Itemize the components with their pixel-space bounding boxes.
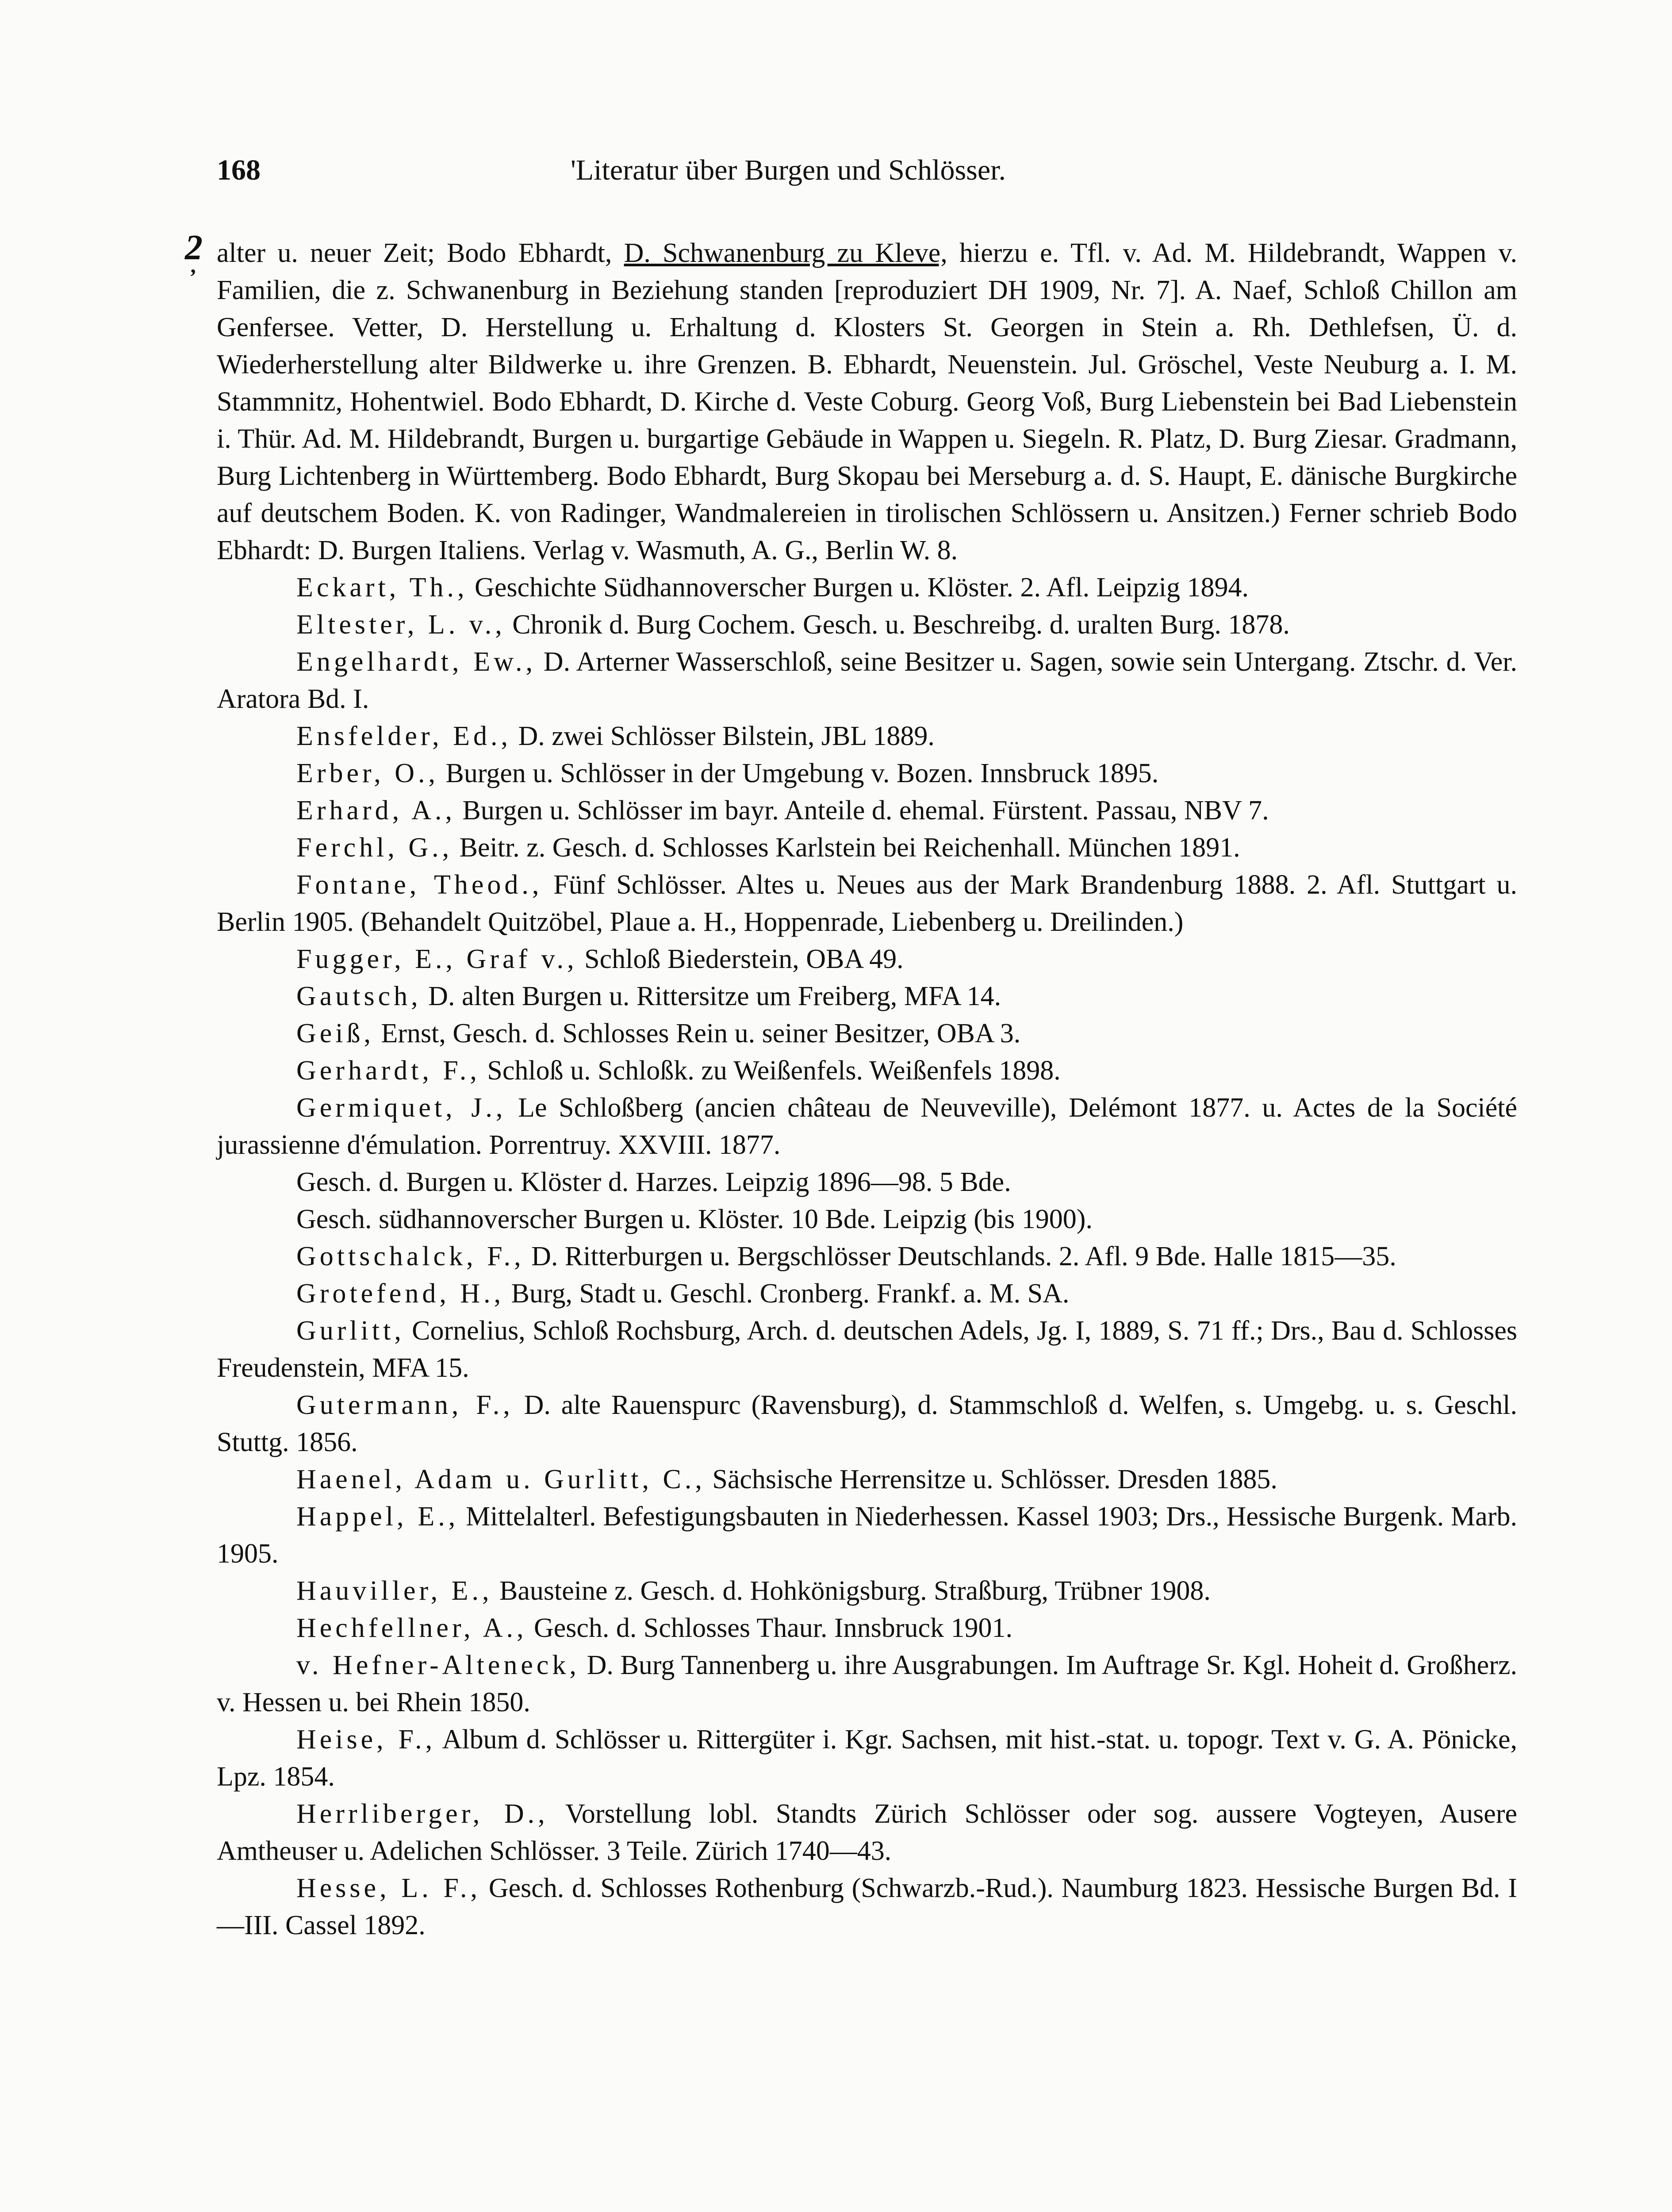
- entry-author: Haenel, Adam u. Gurlitt, C.,: [296, 1464, 706, 1494]
- entry-author: Gurlitt,: [296, 1316, 405, 1346]
- entry-author: Eltester, L. v.,: [296, 610, 506, 640]
- entry-author: Eckart, Th.,: [296, 572, 468, 603]
- bibliography-entry: [217, 1201, 1517, 1238]
- bibliography-entry: [217, 1312, 1517, 1386]
- entry-author: Gerhardt, F.,: [296, 1056, 480, 1086]
- bibliography-entry: [217, 941, 1517, 978]
- entry-text: Cornelius, Schloß Rochsburg, Arch. d. deutschen Adels, Jg. I, 1889, S. 71 ff.; Drs., Bau d. Schlosses Freudenstein, MFA 15.: [217, 1316, 1517, 1383]
- bibliography-entry: [217, 1609, 1517, 1647]
- entry-text: Schloß u. Schloßk. zu Weißenfels. Weißenfels 1898.: [480, 1056, 1061, 1086]
- entry-author: Erhard, A.,: [296, 795, 456, 826]
- entry-author: Herrliberger, D.,: [296, 1799, 548, 1829]
- entry-author: Happel, E.,: [296, 1502, 459, 1532]
- entry-text: Chronik d. Burg Cochem. Gesch. u. Beschreibg. d. uralten Burg. 1878.: [505, 610, 1290, 640]
- entry-text: Mittelalterl. Befestigungsbauten in Niederhessen. Kassel 1903; Drs., Hessische Burgenk. Marb. 1905.: [217, 1502, 1517, 1569]
- entry-author: Hauviller, E.,: [296, 1576, 493, 1606]
- entry-author: Fontane, Theod.,: [296, 870, 543, 900]
- entry-author: v. Hefner-Alteneck,: [296, 1650, 580, 1680]
- entry-text: Burgen u. Schlösser in der Umgebung v. Bozen. Innsbruck 1895.: [438, 758, 1159, 788]
- entry-text: Gesch. d. Burgen u. Klöster d. Harzes. Leipzig 1896—98. 5 Bde.: [296, 1167, 1011, 1197]
- entry-author: Fugger, E., Graf v.,: [296, 944, 578, 974]
- entry-text: D. zwei Schlösser Bilstein, JBL 1889.: [511, 721, 935, 751]
- bibliography-entry: [217, 1275, 1517, 1312]
- bibliography-entry: [217, 1572, 1517, 1609]
- bibliography-list: [217, 234, 1517, 1944]
- entry-author: Germiquet, J.,: [296, 1093, 506, 1123]
- entry-underlined-title: D. Schwanenburg zu Kleve,: [624, 238, 947, 268]
- entry-text: Burg, Stadt u. Geschl. Cronberg. Frankf. a. M. SA.: [504, 1279, 1070, 1309]
- bibliography-entry: [217, 1089, 1517, 1164]
- bibliography-entry: [217, 1238, 1517, 1275]
- entry-text: hierzu e. Tfl. v. Ad. M. Hildebrandt, Wappen v. Familien, die z. Schwanenburg in Beziehung standen [reproduziert DH 1909, Nr. 7]. A. Naef, Schloß Chillon am Genfersee. Vetter, D. Herstellung u. Erhaltung d. Klosters St. Georgen in Stein a. Rh. Dethlefsen, Ü. d. Wiederherstellung alter Bildwerke u. ihre Grenzen. B. Ebhardt, Neuenstein. Jul. Gröschel, Veste Neuburg a. I. M. Stammnitz, Hohentwiel. Bodo Ebhardt, D. Kirche d. Veste Coburg. Georg Voß, Burg Liebenstein bei Bad Liebenstein i. Thür. Ad. M. Hildebrandt, Burgen u. burgartige Gebäude in Wappen u. Siegeln. R. Platz, D. Burg Ziesar. Gradmann, Burg Lichtenberg in Württemberg. Bodo Ebhardt, Burg Skopau bei Merseburg a. d. S. Haupt, E. dänische Burgkirche auf deutschem Boden. K. von Radinger, Wandmalereien in tirolischen Schlössern u. Ansitzen.) Ferner schrieb Bodo Ebhardt: D. Burgen Italiens. Verlag v. Wasmuth, A. G., Berlin W. 8.: [217, 238, 1517, 565]
- running-title: 'Literatur über Burgen und Schlösser.: [571, 154, 1006, 186]
- entry-author: Geiß,: [296, 1018, 375, 1048]
- entry-text: D. Burg Tannenberg u. ihre Ausgrabungen. Im Auftrage Sr. Kgl. Hoheit d. Großherz. v. Hessen u. bei Rhein 1850.: [217, 1650, 1517, 1717]
- entry-text: D. Arterner Wasserschloß, seine Besitzer u. Sagen, sowie sein Untergang. Ztschr. d. Ver. Aratora Bd. I.: [217, 647, 1517, 714]
- bibliography-entry: [217, 792, 1517, 829]
- margin-annotation-numeral: 2: [185, 228, 203, 267]
- entry-author: Gautsch,: [296, 981, 422, 1011]
- entry-text: alter u. neuer Zeit; Bodo Ebhardt,: [217, 238, 624, 268]
- bibliography-entry: [217, 1461, 1517, 1498]
- entry-text: D. alte Rauenspurc (Ravensburg), d. Stammschloß d. Welfen, s. Umgebg. u. s. Geschl. Stuttg. 1856.: [217, 1390, 1517, 1457]
- page-header: [217, 146, 1517, 195]
- bibliography-entry: [217, 234, 1517, 569]
- page-number: 168: [217, 154, 261, 186]
- entry-text: D. alten Burgen u. Rittersitze um Freiberg, MFA 14.: [421, 981, 1001, 1011]
- entry-text: Sächsische Herrensitze u. Schlösser. Dresden 1885.: [705, 1464, 1277, 1494]
- bibliography-entry: [217, 1498, 1517, 1572]
- entry-text: Album d. Schlösser u. Rittergüter i. Kgr. Sachsen, mit hist.-stat. u. topogr. Text v. G. A. Pönicke, Lpz. 1854.: [217, 1724, 1517, 1792]
- entry-text: Vorstellung lobl. Standts Zürich Schlösser oder sog. aussere Vogteyen, Ausere Amtheuser u. Adelichen Schlösser. 3 Teile. Zürich 1740—43.: [217, 1799, 1517, 1866]
- entry-text: Bausteine z. Gesch. d. Hohkönigsburg. Straßburg, Trübner 1908.: [492, 1576, 1211, 1606]
- bibliography-entry: [217, 1870, 1517, 1944]
- bibliography-entry: [217, 1015, 1517, 1052]
- entry-author: Erber, O.,: [296, 758, 439, 788]
- entry-text: Gesch. d. Schlosses Thaur. Innsbruck 1901.: [527, 1613, 1012, 1643]
- bibliography-entry: [217, 643, 1517, 718]
- entry-author: Gottschalck, F.,: [296, 1241, 525, 1271]
- entry-author: Engelhardt, Ew.,: [296, 647, 536, 677]
- entry-text: Beitr. z. Gesch. d. Schlosses Karlstein bei Reichenhall. München 1891.: [453, 833, 1240, 863]
- entry-author: Hesse, L. F.,: [296, 1873, 481, 1903]
- entry-author: Ferchl, G.,: [296, 833, 453, 863]
- bibliography-entry: [217, 1647, 1517, 1721]
- bibliography-entry: [217, 1052, 1517, 1089]
- bibliography-entry: [217, 1386, 1517, 1461]
- entry-text: Burgen u. Schlösser im bayr. Anteile d. ehemal. Fürstent. Passau, NBV 7.: [456, 795, 1269, 826]
- bibliography-entry: [217, 606, 1517, 643]
- bibliography-entry: [217, 1795, 1517, 1870]
- entry-author: Hechfellner, A.,: [296, 1613, 527, 1643]
- bibliography-entry: [217, 1721, 1517, 1795]
- entry-text: Gesch. südhannoverscher Burgen u. Klöster. 10 Bde. Leipzig (bis 1900).: [296, 1204, 1093, 1234]
- entry-text: Fünf Schlösser. Altes u. Neues aus der Mark Brandenburg 1888. 2. Afl. Stuttgart u. Berlin 1905. (Behandelt Quitzöbel, Plaue a. H., Hoppenrade, Liebenberg u. Dreilinden.): [217, 870, 1518, 937]
- entry-text: Schloß Biederstein, OBA 49.: [577, 944, 904, 974]
- margin-annotation: [185, 228, 203, 289]
- bibliography-entry: [217, 1164, 1517, 1201]
- bibliography-entry: [217, 755, 1517, 792]
- entry-text: Le Schloßberg (ancien château de Neuveville), Delémont 1877. u. Actes de la Société jurassienne d'émulation. Porrentruy. XXVIII. 1877.: [217, 1093, 1517, 1160]
- entry-text: Ernst, Gesch. d. Schlosses Rein u. seiner Besitzer, OBA 3.: [374, 1018, 1021, 1048]
- bibliography-entry: [217, 866, 1517, 941]
- entry-author: Grotefend, H.,: [296, 1279, 505, 1309]
- margin-annotation-tick: ʼ: [188, 264, 196, 289]
- entry-author: Ensfelder, Ed.,: [296, 721, 511, 751]
- bibliography-entry: [217, 829, 1517, 866]
- bibliography-entry: [217, 569, 1517, 606]
- entry-author: Heise, F.,: [296, 1724, 436, 1755]
- entry-text: Gesch. d. Schlosses Rothenburg (Schwarzb.-Rud.). Naumburg 1823. Hessische Burgen Bd. I—III. Cassel 1892.: [217, 1873, 1517, 1940]
- entry-text: Geschichte Südhannoverscher Burgen u. Klöster. 2. Afl. Leipzig 1894.: [468, 572, 1249, 603]
- bibliography-entry: [217, 718, 1517, 755]
- bibliography-entry: [217, 978, 1517, 1015]
- entry-text: D. Ritterburgen u. Bergschlösser Deutschlands. 2. Afl. 9 Bde. Halle 1815—35.: [524, 1241, 1396, 1271]
- entry-author: Gutermann, F.,: [296, 1390, 514, 1420]
